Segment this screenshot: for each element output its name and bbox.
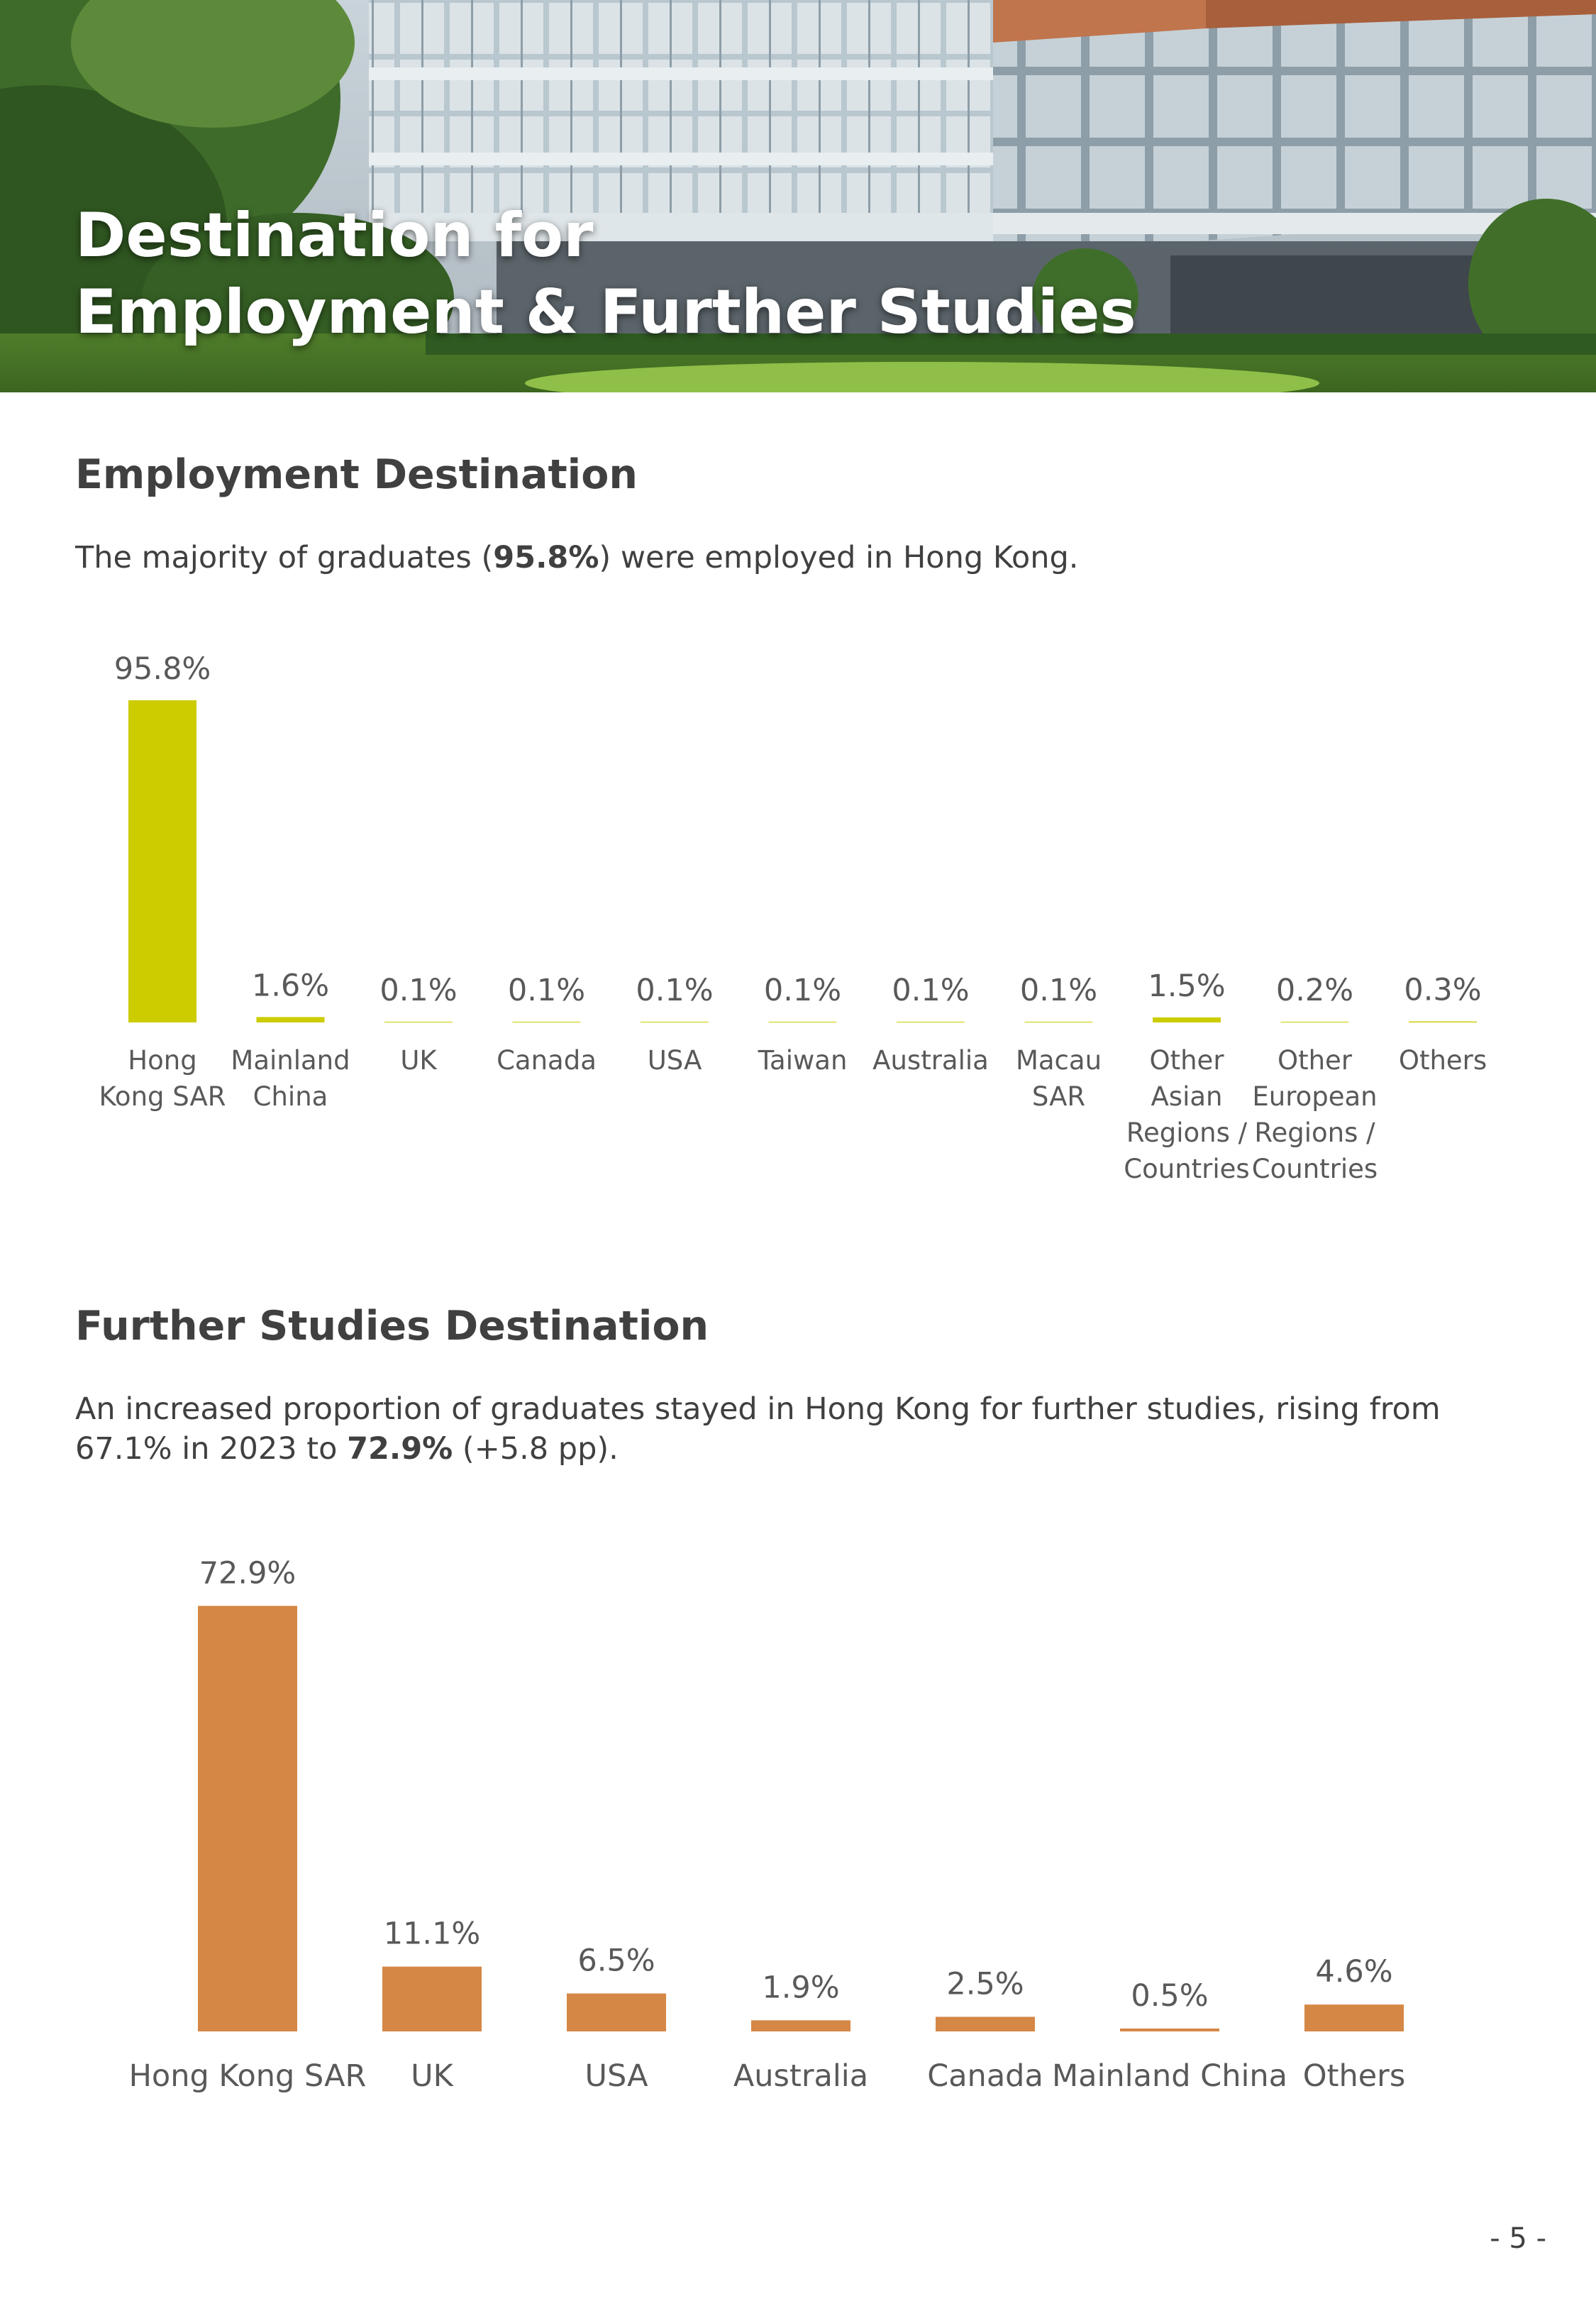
- category-label-other-asian-regions-countries-4: Countries: [1124, 1154, 1250, 1184]
- data-label-others: 4.6%: [1315, 1954, 1393, 1990]
- bar-canada: [936, 2017, 1035, 2031]
- category-label-others: Others: [1398, 1045, 1487, 1076]
- category-label-others: Others: [1302, 2058, 1406, 2094]
- page-number: - 5 -: [1490, 2222, 1546, 2255]
- bar-other-asian-regions-countries: [1153, 1017, 1221, 1022]
- data-label-others: 0.3%: [1404, 972, 1482, 1008]
- further-intro-bold: 72.9%: [347, 1431, 453, 1467]
- data-label-usa: 0.1%: [636, 973, 714, 1008]
- category-label-australia: Australia: [872, 1045, 989, 1076]
- data-label-other-asian-regions-countries: 1.5%: [1148, 968, 1226, 1004]
- employment-heading: Employment Destination: [75, 451, 638, 498]
- data-label-uk: 11.1%: [383, 1916, 481, 1952]
- data-label-hong-kong-sar: 72.9%: [199, 1555, 297, 1591]
- employment-intro: [75, 538, 1078, 578]
- bar-uk: [382, 1967, 482, 2031]
- employment-chart: [0, 624, 1596, 1206]
- category-label-other-european-regions-countries-2: European: [1252, 1081, 1378, 1112]
- page-title-line-1: Destination for: [75, 200, 594, 271]
- page-title: [75, 197, 1136, 351]
- category-label-mainland-china-1: Mainland: [231, 1045, 350, 1076]
- further-intro-before: An increased proportion of graduates stayed in Hong Kong for further studies, rising from 67.1% in 2023 to: [75, 1391, 1441, 1467]
- data-label-macau-sar: 0.1%: [1019, 973, 1098, 1008]
- category-label-usa: USA: [584, 2058, 648, 2094]
- header-banner: [0, 0, 1596, 392]
- category-label-canada: Canada: [927, 2058, 1043, 2094]
- further-studies-chart: [0, 1526, 1596, 2114]
- bar-australia: [751, 2020, 850, 2031]
- category-label-other-asian-regions-countries-1: Other: [1149, 1045, 1224, 1076]
- data-label-australia: 0.1%: [892, 973, 970, 1008]
- data-label-canada: 2.5%: [946, 1966, 1024, 2002]
- page-title-line-2: Employment & Further Studies: [75, 277, 1136, 348]
- category-label-other-asian-regions-countries-2: Asian: [1151, 1081, 1223, 1112]
- employment-bar-chart: [0, 624, 1596, 1206]
- bar-hong-kong-sar: [128, 700, 196, 1022]
- employment-intro-bold: 95.8%: [493, 540, 599, 575]
- further-studies-heading: Further Studies Destination: [75, 1303, 709, 1350]
- category-label-mainland-china: Mainland China: [1052, 2058, 1287, 2094]
- bar-usa: [567, 1994, 666, 2031]
- category-label-usa: USA: [647, 1045, 702, 1076]
- data-label-taiwan: 0.1%: [763, 973, 842, 1008]
- data-label-mainland-china: 0.5%: [1131, 1977, 1209, 2014]
- category-label-hong-kong-sar: Hong Kong SAR: [128, 2058, 367, 2094]
- bar-mainland-china: [1120, 2029, 1219, 2031]
- category-label-mainland-china-2: China: [253, 1081, 328, 1112]
- category-label-other-asian-regions-countries-3: Regions /: [1126, 1118, 1248, 1148]
- category-label-australia: Australia: [733, 2058, 869, 2094]
- data-label-canada: 0.1%: [507, 973, 586, 1008]
- bar-others: [1304, 2004, 1404, 2031]
- data-label-uk: 0.1%: [379, 973, 458, 1008]
- data-label-hong-kong-sar: 95.8%: [113, 651, 211, 687]
- category-label-macau-sar-2: SAR: [1031, 1081, 1086, 1112]
- data-label-australia: 1.9%: [762, 1970, 840, 2006]
- data-label-usa: 6.5%: [577, 1943, 655, 1979]
- data-label-mainland-china: 1.6%: [251, 968, 330, 1004]
- category-label-uk: UK: [400, 1045, 437, 1076]
- category-label-other-european-regions-countries-4: Countries: [1251, 1154, 1378, 1184]
- bar-mainland-china: [257, 1017, 325, 1022]
- category-label-macau-sar-1: Macau: [1015, 1045, 1102, 1076]
- category-label-hong-kong-sar-1: Hong: [128, 1045, 197, 1076]
- category-label-hong-kong-sar-2: Kong SAR: [99, 1081, 226, 1112]
- category-label-uk: UK: [411, 2058, 453, 2094]
- category-label-other-european-regions-countries-3: Regions /: [1254, 1118, 1375, 1148]
- category-label-other-european-regions-countries-1: Other: [1277, 1045, 1353, 1076]
- further-studies-intro: [75, 1389, 1494, 1469]
- further-intro-after: (+5.8 pp).: [453, 1431, 619, 1467]
- category-label-canada: Canada: [497, 1045, 597, 1076]
- further-studies-bar-chart: [0, 1526, 1596, 2114]
- employment-intro-after: ) were employed in Hong Kong.: [599, 540, 1079, 575]
- employment-intro-before: The majority of graduates (: [75, 540, 494, 575]
- bar-hong-kong-sar: [198, 1606, 297, 2031]
- category-label-taiwan: Taiwan: [758, 1045, 848, 1076]
- data-label-other-european-regions-countries: 0.2%: [1275, 973, 1354, 1008]
